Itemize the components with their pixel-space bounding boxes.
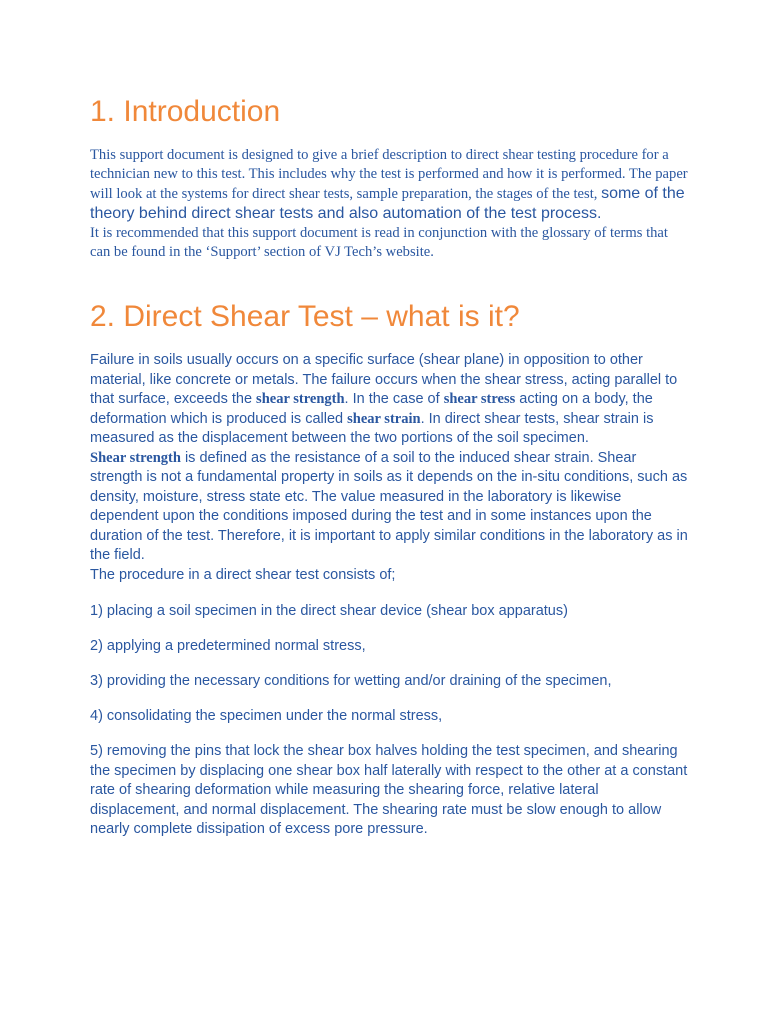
- term-shear-strength: shear strength: [256, 391, 345, 407]
- shear-strength-text: is defined as the resistance of a soil to the induced shear strain. Shear strength is not a fundamental property in soils as it depends on the in-situ conditions, such as density, moisture, stress state etc. The value measured in the laboratory is likewise dependent upon the conditions imposed during the test and in some instances upon the duration of the test. Therefore, it is important to apply similar conditions in the laboratory as in the field.: [90, 449, 688, 563]
- intro-paragraph: [90, 146, 690, 224]
- intro-paragraph-serif-text: This support document is designed to give a brief description to direct shear testing procedure for a technician new to this test. This includes why the test is performed and how it is performed. The paper will look at the systems for direct shear tests, sample preparation, the stages of the test,: [90, 147, 688, 202]
- procedure-step: 5) removing the pins that lock the shear box halves holding the test specimen, and shearing the specimen by displacing one shear box half laterally with respect to the other at a constant rate of shearing deformation while measuring the shearing force, relative lateral displacement, and normal displacement. The shearing rate must be slow enough to allow nearly complete dissipation of excess pore pressure.: [90, 743, 688, 837]
- procedure-steps-list: [90, 602, 690, 840]
- section-heading-introduction: 1. Introduction: [90, 95, 281, 128]
- procedure-intro: The procedure in a direct shear test consists of;: [90, 566, 396, 583]
- intro-recommendation-paragraph: It is recommended that this support document is read in conjunction with the glossary of terms that can be found in the ‘Support’ section of VJ Tech’s website.: [90, 225, 668, 260]
- failure-text-a: Failure in soils usually occurs on a specific surface (shear plane) in opposition to other material, like concrete or metals. The failure occurs when the shear stress, acting parallel to that surface, exceeds the: [90, 352, 678, 407]
- failure-text-g: . In direct shear tests, shear strain is measured as the displacement between the two portions of the soil specimen.: [90, 410, 654, 446]
- term-shear-strain: shear strain: [347, 410, 421, 427]
- section-heading-direct-shear-test: 2. Direct Shear Test – what is it?: [90, 300, 520, 333]
- failure-paragraph: [90, 351, 690, 449]
- term-shear-strength-definition: Shear strength: [90, 449, 181, 466]
- procedure-step: 4) consolidating the specimen under the normal stress,: [90, 708, 443, 724]
- procedure-step: 3) providing the necessary conditions for wetting and/or draining of the specimen,: [90, 673, 612, 689]
- intro-paragraph-sans-text: some of the theory behind direct shear tests and also automation of the test process.: [90, 185, 685, 222]
- term-shear-stress: shear stress: [443, 391, 516, 407]
- document-page: [90, 92, 690, 855]
- procedure-step: 2) applying a predetermined normal stress,: [90, 638, 366, 654]
- failure-text-c: . In the case of: [344, 391, 440, 407]
- procedure-step: 1) placing a soil specimen in the direct shear device (shear box apparatus): [90, 603, 568, 619]
- shear-strength-paragraph: [90, 449, 690, 566]
- failure-text-e: acting on a body, the deformation which is produced is called: [90, 391, 653, 427]
